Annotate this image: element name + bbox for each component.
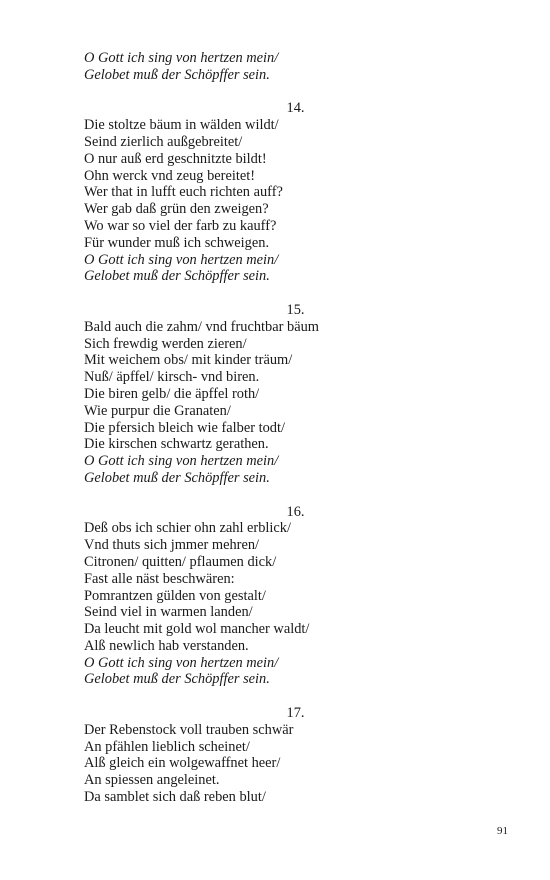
verse-line: Deß obs ich schier ohn zahl erblick/ [84,520,291,537]
verse-line: Für wunder muß ich schweigen. [84,234,270,251]
verse-line: Sich frewdig werden zieren/ [84,335,247,352]
stanza-number: 16. [286,503,305,520]
refrain-line: Gelobet muß der Schöpffer sein. [84,66,270,83]
refrain-line: Gelobet muß der Schöpffer sein. [84,469,270,486]
verse-line: An pfählen lieblich scheinet/ [84,738,250,755]
stanza-15 [84,302,496,487]
stanza-number: 14. [286,100,305,117]
refrain-line: O Gott ich sing von hertzen mein/ [84,251,279,268]
verse-line: Seind viel in warmen landen/ [84,604,253,621]
opening-refrain [84,50,496,84]
verse-line: Der Rebenstock voll trauben schwär [84,721,294,738]
poem-page [84,50,496,806]
verse-line: Die pfersich bleich wie falber todt/ [84,419,285,436]
stanza-number: 15. [286,301,305,318]
verse-line: Da leucht mit gold wol mancher waldt/ [84,621,310,638]
stanza-17 [84,705,496,806]
refrain-line: O Gott ich sing von hertzen mein/ [84,654,279,671]
refrain-line: O Gott ich sing von hertzen mein/ [84,453,279,470]
verse-line: Vnd thuts sich jmmer mehren/ [84,537,260,554]
verse-line: Wie purpur die Granaten/ [84,402,231,419]
stanza-gap [84,688,496,705]
verse-line: Die biren gelb/ die äpffel roth/ [84,385,260,402]
verse-line: Seind zierlich außgebreitet/ [84,133,243,150]
stanza-gap [84,285,496,302]
verse-line: Citronen/ quitten/ pflaumen dick/ [84,553,277,570]
verse-line: An spiessen angeleinet. [84,772,220,789]
verse-line: Wo war so viel der farb zu kauff? [84,217,277,234]
verse-line: Wer that in lufft euch richten auff? [84,184,283,201]
verse-line: Alß newlich hab verstanden. [84,637,249,654]
verse-line: O nur auß erd geschnitzte bildt! [84,150,267,167]
stanza-number: 17. [286,705,305,722]
verse-line: Nuß/ äpffel/ kirsch- vnd biren. [84,369,260,386]
verse-line: Bald auch die zahm/ vnd fruchtbar bäum [84,318,319,335]
verse-line: Da samblet sich daß reben blut/ [84,789,266,806]
stanza-gap [84,487,496,504]
verse-line: Die stoltze bäum in wälden wildt/ [84,117,279,134]
verse-line: Alß gleich ein wolgewaffnet heer/ [84,755,281,772]
verse-line: Die kirschen schwartz gerathen. [84,436,269,453]
verse-line: Mit weichem obs/ mit kinder träum/ [84,352,293,369]
refrain-line: Gelobet muß der Schöpffer sein. [84,671,270,688]
verse-line: Wer gab daß grün den zweigen? [84,201,269,218]
verse-line: Pomrantzen gülden von gestalt/ [84,587,266,604]
verse-line: Ohn werck vnd zeug bereitet! [84,167,256,184]
verse-line: Fast alle näst beschwären: [84,570,235,587]
stanza-14 [84,100,496,285]
refrain-line: O Gott ich sing von hertzen mein/ [84,50,279,66]
refrain-line: Gelobet muß der Schöpffer sein. [84,268,270,285]
page-number: 91 [497,825,508,837]
stanza-gap [84,84,496,101]
stanza-16 [84,504,496,689]
